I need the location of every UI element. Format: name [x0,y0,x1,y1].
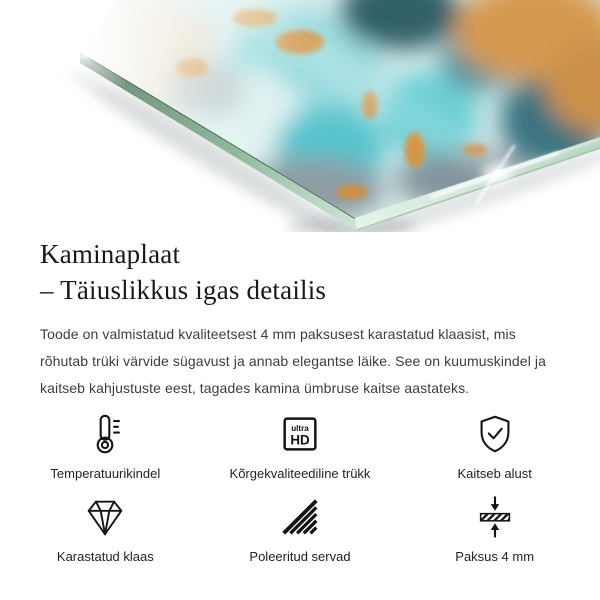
ultra-hd-icon [277,411,323,457]
feature-polished-edges [203,494,398,564]
thermometer-icon [82,411,128,457]
corner-fade [0,0,220,150]
shield-check-icon [472,411,518,457]
product-info-section [0,236,600,402]
feature-label: Kaitseb alust [457,466,532,481]
feature-temperature [8,411,203,481]
diamond-icon [82,494,128,540]
feature-tempered-glass [8,494,203,564]
title-line-1: Kaminaplaat [40,239,181,269]
feature-label: Temperatuurikindel [50,466,161,481]
product-description: Toode on valmistatud kvaliteetsest 4 mm paksusest karastatud klaasist, mis rõhutab trüki värvide sügavust ja annab elegantse läike. See on kuumuskindel ja kaitseb kahjustuste eest, tagades kamina ümbruse kaitse aastateks. [40,326,546,396]
ultra-hd-icon-text-top: ultra [291,424,309,434]
page-title [40,236,560,308]
feature-label: Kõrgekvaliteediline trükk [229,466,371,481]
feature-protects-base [397,411,592,481]
ultra-hd-icon-text-bottom: HD [290,432,310,448]
feature-label: Karastatud klaas [56,549,154,564]
feature-print-quality [203,411,398,481]
feature-grid [0,411,600,564]
thickness-icon [472,494,518,540]
polished-edges-icon [277,494,323,540]
feature-label: Poleeritud servad [249,549,351,564]
feature-thickness [397,494,592,564]
title-line-2: – Täiuslikkus igas detailis [40,275,327,305]
product-image [0,0,600,232]
feature-label: Paksus 4 mm [455,549,535,564]
